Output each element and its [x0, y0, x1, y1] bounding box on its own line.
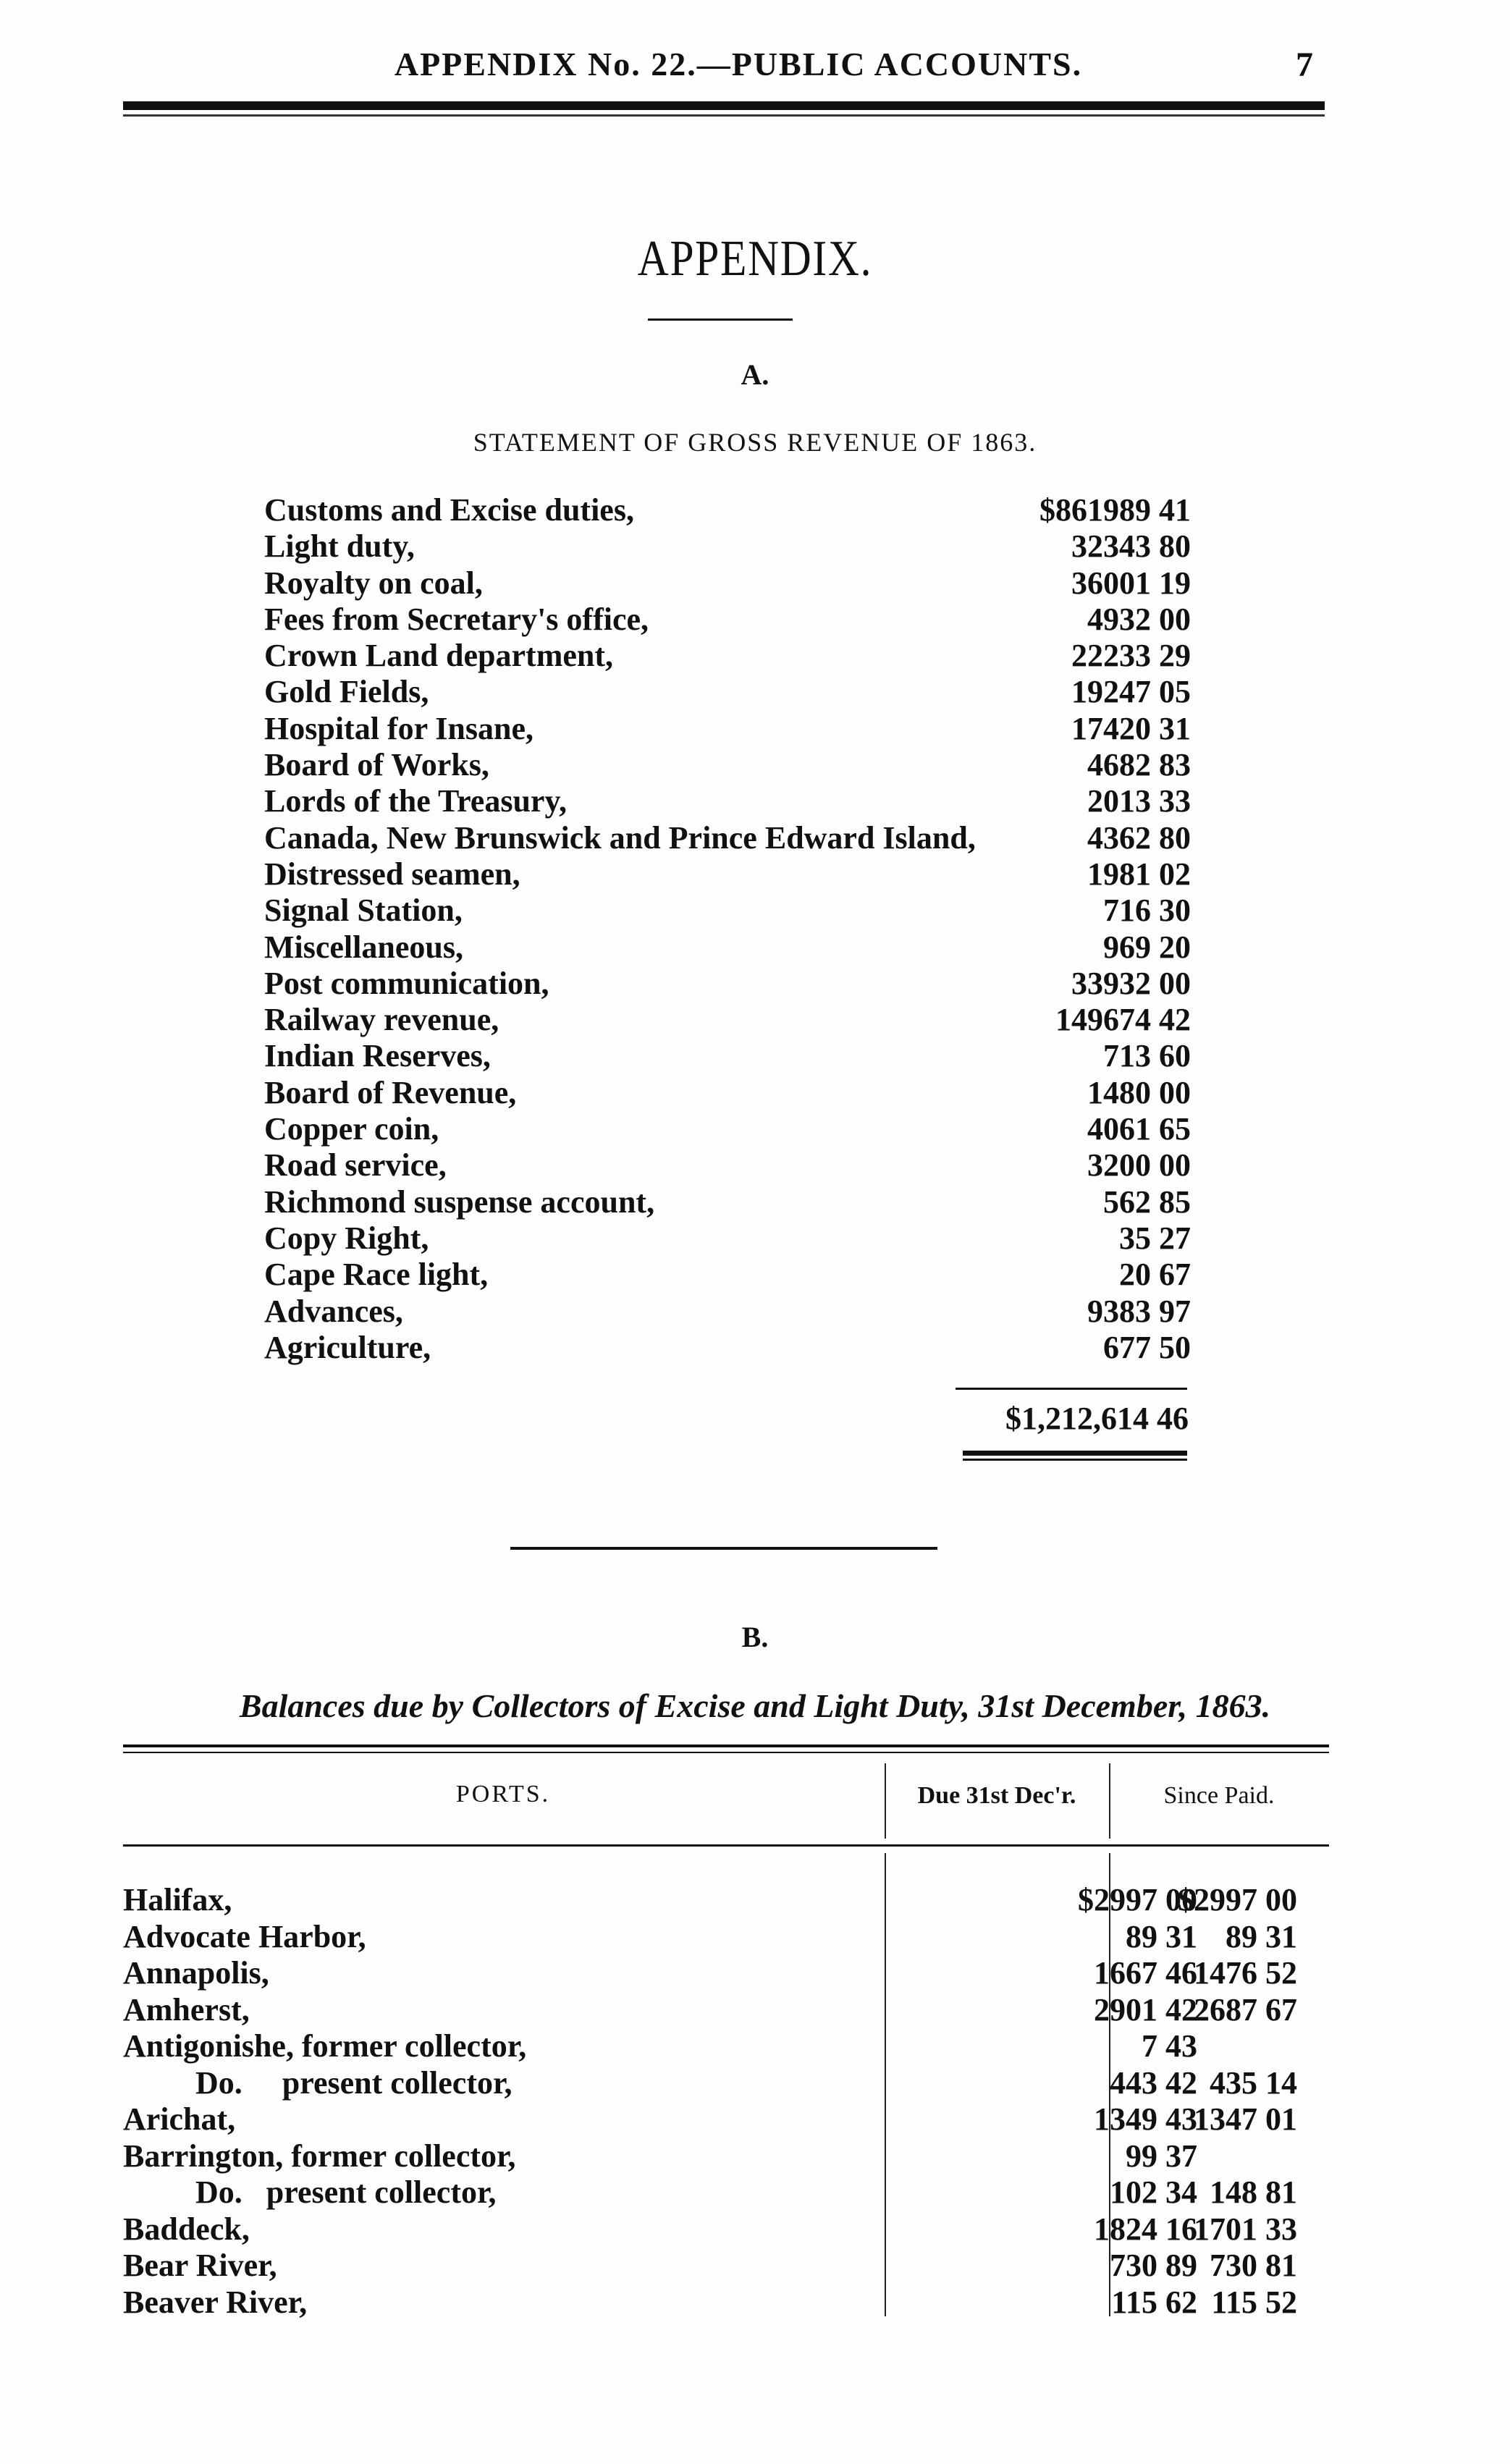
- revenue-row: [264, 966, 1191, 1002]
- paid-cell: 435 14: [1210, 2064, 1297, 2101]
- revenue-amount: 22233 29: [1071, 638, 1191, 674]
- port-cell: Amherst,: [123, 1991, 250, 2028]
- revenue-amount: 36001 19: [1071, 565, 1191, 601]
- revenue-amount: 713 60: [1103, 1038, 1191, 1074]
- table-row: [123, 2065, 1329, 2102]
- port-cell: Annapolis,: [123, 1955, 269, 1991]
- revenue-row: [264, 565, 1191, 602]
- paid-cell: 2687 67: [1194, 1991, 1297, 2028]
- due-cell: 7 43: [1142, 2028, 1197, 2064]
- revenue-row: [264, 856, 1191, 893]
- revenue-amount: 4362 80: [1087, 819, 1191, 856]
- revenue-amount: 3200 00: [1087, 1147, 1191, 1184]
- revenue-row: [264, 1294, 1191, 1330]
- revenue-row: [264, 893, 1191, 929]
- revenue-amount: 1981 02: [1087, 856, 1191, 892]
- total-rule: [956, 1388, 1187, 1390]
- revenue-label: Cape Race light,: [264, 1257, 489, 1293]
- column-header-paid: Since Paid.: [1163, 1782, 1275, 1809]
- revenue-row: [264, 1330, 1191, 1366]
- port-cell: Do. present collector,: [195, 2064, 513, 2101]
- running-head: APPENDIX No. 22.—PUBLIC ACCOUNTS.: [394, 46, 1083, 83]
- revenue-amount: 32343 80: [1071, 528, 1191, 565]
- table-header-rule: [123, 1844, 1329, 1847]
- due-cell: 1349 43: [1094, 2101, 1197, 2137]
- revenue-row: [264, 1038, 1191, 1074]
- due-cell: 89 31: [1126, 1918, 1197, 1954]
- revenue-row: [264, 747, 1191, 783]
- revenue-label: Railway revenue,: [264, 1002, 499, 1038]
- table-row: [123, 2174, 1329, 2211]
- revenue-amount: 716 30: [1103, 893, 1191, 929]
- section-b-letter: B.: [741, 1621, 769, 1653]
- revenue-amount: 20 67: [1119, 1257, 1191, 1293]
- revenue-label: Copper coin,: [264, 1111, 439, 1147]
- revenue-row: [264, 492, 1191, 528]
- revenue-label: Distressed seamen,: [264, 856, 520, 892]
- due-cell: 1667 46: [1094, 1955, 1197, 1991]
- revenue-amount: 4682 83: [1087, 747, 1191, 783]
- due-cell: 99 37: [1126, 2138, 1197, 2174]
- header-rule-thin: [123, 114, 1325, 117]
- revenue-label: Road service,: [264, 1147, 447, 1184]
- table-row: [123, 2028, 1329, 2065]
- revenue-label: Miscellaneous,: [264, 929, 463, 965]
- revenue-row: [264, 820, 1191, 856]
- paid-cell: 1476 52: [1194, 1955, 1297, 1991]
- section-a-letter: A.: [741, 358, 769, 391]
- revenue-label: Lords of the Treasury,: [264, 783, 568, 819]
- column-header-due: Due 31st Dec'r.: [917, 1782, 1076, 1809]
- statement-title: STATEMENT OF GROSS REVENUE OF 1863.: [473, 428, 1037, 457]
- revenue-row: [264, 1184, 1191, 1220]
- revenue-row: [264, 528, 1191, 565]
- page-number: 7: [1296, 46, 1313, 84]
- due-cell: 2901 42: [1094, 1991, 1197, 2028]
- revenue-row: [264, 1075, 1191, 1111]
- port-cell: Arichat,: [123, 2101, 236, 2137]
- due-cell: 102 34: [1110, 2174, 1197, 2210]
- revenue-amount: $861989 41: [1039, 492, 1191, 528]
- revenue-amount: 2013 33: [1087, 783, 1191, 819]
- revenue-label: Richmond suspense account,: [264, 1184, 655, 1220]
- revenue-label: Royalty on coal,: [264, 565, 483, 601]
- header-rule: [123, 101, 1325, 110]
- revenue-amount: 17420 31: [1071, 710, 1191, 746]
- table-row: [123, 1882, 1329, 1919]
- revenue-total: $1,212,614 46: [1005, 1401, 1189, 1436]
- paid-cell: 89 31: [1226, 1918, 1297, 1954]
- revenue-amount: 969 20: [1103, 929, 1191, 965]
- revenue-label: Hospital for Insane,: [264, 710, 534, 746]
- revenue-label: Indian Reserves,: [264, 1038, 491, 1074]
- table-row: [123, 1992, 1329, 2029]
- revenue-row: [264, 602, 1191, 638]
- appendix-title: APPENDIX.: [637, 231, 873, 287]
- due-cell: 730 89: [1110, 2248, 1197, 2283]
- table-row: [123, 1919, 1329, 1956]
- revenue-amount: 1480 00: [1087, 1074, 1191, 1110]
- port-cell: Bear River,: [123, 2248, 277, 2283]
- revenue-amount: 562 85: [1103, 1184, 1191, 1220]
- revenue-label: Crown Land department,: [264, 638, 614, 674]
- revenue-row: [264, 711, 1191, 747]
- port-cell: Do. present collector,: [195, 2174, 497, 2210]
- revenue-amount: 677 50: [1103, 1329, 1191, 1365]
- revenue-amount: 4932 00: [1087, 601, 1191, 637]
- revenue-row: [264, 1002, 1191, 1038]
- revenue-label: Board of Revenue,: [264, 1074, 517, 1110]
- due-cell: $2997 00: [1078, 1882, 1197, 1917]
- revenue-row: [264, 674, 1191, 710]
- title-divider: [648, 318, 793, 321]
- revenue-row: [264, 1257, 1191, 1293]
- revenue-row: [264, 1220, 1191, 1257]
- revenue-label: Light duty,: [264, 528, 415, 565]
- revenue-amount: 33932 00: [1071, 965, 1191, 1001]
- revenue-amount: 9383 97: [1087, 1293, 1191, 1329]
- paid-cell: 1347 01: [1194, 2101, 1297, 2137]
- port-cell: Baddeck,: [123, 2211, 250, 2247]
- revenue-label: Post communication,: [264, 965, 549, 1001]
- revenue-label: Customs and Excise duties,: [264, 492, 634, 528]
- due-cell: 1824 16: [1094, 2211, 1197, 2247]
- table-row: [123, 1955, 1329, 1992]
- paid-cell: 148 81: [1210, 2174, 1297, 2210]
- paid-cell: 115 52: [1211, 2284, 1297, 2320]
- balances-table: [123, 1882, 1329, 2321]
- revenue-list: [264, 492, 1191, 1366]
- balances-title: Balances due by Collectors of Excise and Light Duty, 31st December, 1863.: [239, 1687, 1271, 1724]
- revenue-row: [264, 929, 1191, 966]
- total-double-rule: [963, 1451, 1187, 1456]
- port-cell: Beaver River,: [123, 2284, 308, 2320]
- revenue-label: Gold Fields,: [264, 674, 429, 710]
- port-cell: Advocate Harbor,: [123, 1918, 366, 1954]
- paid-cell: 730 81: [1210, 2248, 1297, 2283]
- port-cell: Antigonishe, former collector,: [123, 2028, 527, 2064]
- table-top-rule: [123, 1744, 1329, 1747]
- revenue-label: Agriculture,: [264, 1329, 431, 1365]
- paid-cell: 1701 33: [1194, 2211, 1297, 2247]
- revenue-label: Signal Station,: [264, 893, 463, 929]
- port-cell: Halifax,: [123, 1882, 232, 1917]
- revenue-label: Fees from Secretary's office,: [264, 601, 649, 637]
- table-row: [123, 2248, 1329, 2284]
- revenue-row: [264, 638, 1191, 674]
- revenue-label: Board of Works,: [264, 747, 489, 783]
- revenue-amount: 19247 05: [1071, 674, 1191, 710]
- table-row: [123, 2284, 1329, 2321]
- port-cell: Barrington, former collector,: [123, 2138, 516, 2174]
- revenue-label: Canada, New Brunswick and Prince Edward Island,: [264, 819, 976, 856]
- revenue-label: Advances,: [264, 1293, 403, 1329]
- paid-cell: $2997 00: [1178, 1882, 1297, 1917]
- revenue-row: [264, 1147, 1191, 1184]
- revenue-label: Copy Right,: [264, 1220, 429, 1256]
- table-row: [123, 2211, 1329, 2248]
- due-cell: 115 62: [1111, 2284, 1197, 2320]
- revenue-amount: 35 27: [1119, 1220, 1191, 1256]
- due-cell: 443 42: [1110, 2064, 1197, 2101]
- revenue-row: [264, 783, 1191, 819]
- table-top-rule-thin: [123, 1752, 1329, 1753]
- total-double-rule-thin: [963, 1459, 1187, 1461]
- column-header-ports: PORTS.: [455, 1781, 551, 1807]
- revenue-row: [264, 1111, 1191, 1147]
- table-row: [123, 2101, 1329, 2138]
- table-row: [123, 2138, 1329, 2175]
- revenue-amount: 149674 42: [1055, 1002, 1191, 1038]
- section-divider: [510, 1547, 937, 1550]
- revenue-amount: 4061 65: [1087, 1111, 1191, 1147]
